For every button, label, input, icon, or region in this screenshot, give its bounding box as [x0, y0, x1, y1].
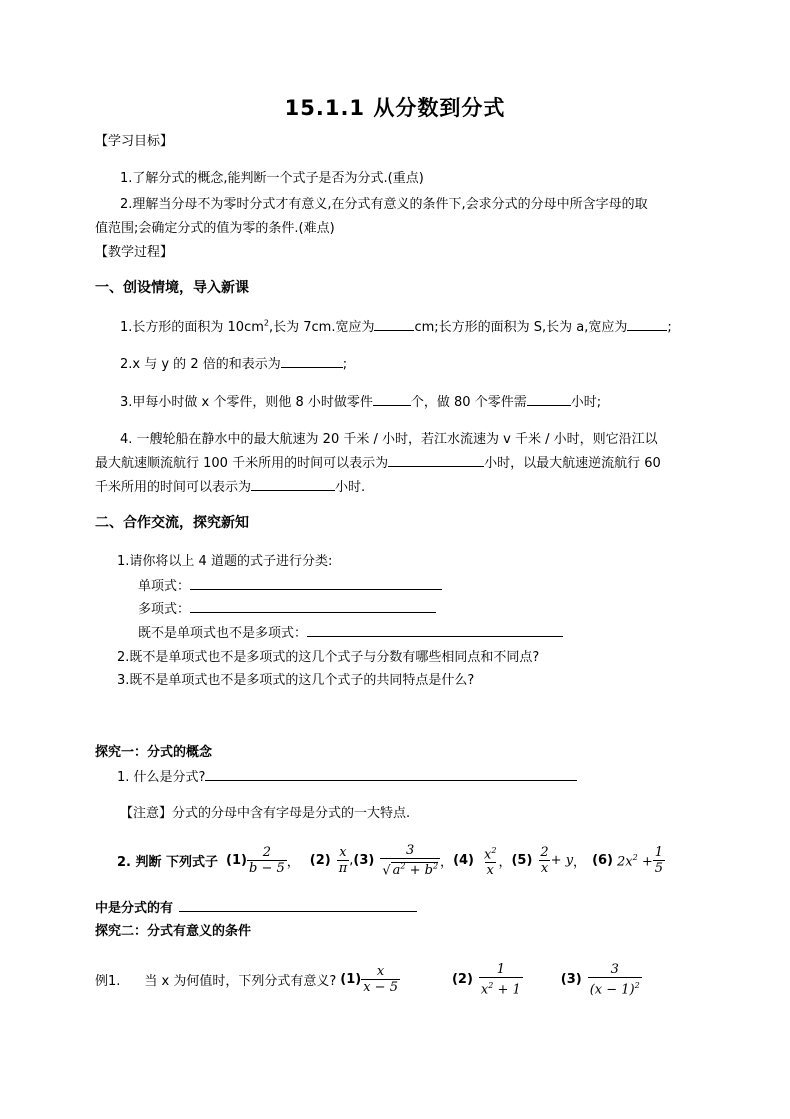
e2-fraction-1: $\frac{x}{x - 5}$: [363, 964, 398, 996]
s1-q2-text-a: 2.x 与 y 的 2 倍的和表示为: [120, 357, 281, 372]
section2-heading: 二、合作交流，探究新知: [95, 515, 249, 531]
s2-mono-label: 单项式：: [138, 579, 191, 594]
s1-q1-blank-2[interactable]: [627, 318, 667, 331]
goal-item-2-line1: 2.理解当分母不为零时分式才有意义,在分式有意义的条件下,会求分式的分母中所含字母的取: [120, 197, 648, 212]
e2-fraction-2: $\frac{1}{x^2 + 1}$: [480, 962, 521, 998]
e1-question-2: [117, 843, 665, 878]
s1-q4-blank-2[interactable]: [251, 478, 335, 491]
e1-q2-tail: 中是分式的有: [95, 901, 174, 916]
comma: ，: [440, 855, 454, 871]
s1-question-1: [120, 316, 672, 335]
s2-neither-label: 既不是单项式也不是多项式：: [138, 626, 308, 641]
s1-q3-blank-1[interactable]: [373, 393, 411, 406]
s1-q1-text-c: cm;长方形的面积为 S,长为 a,宽应为: [414, 320, 628, 335]
e2-fraction-3: $\frac{3}{(x - 1)^2}$: [589, 962, 640, 998]
e1-q2-f6-pre: $2x^2$ +: [617, 852, 653, 869]
process-heading: 【教学过程】: [95, 245, 174, 260]
e1-q2-lead: 2. 判断 下列式子: [117, 855, 219, 871]
e1-q2-f5-tail: + y: [550, 853, 574, 869]
s1-q4-text-d: 千米所用的时间可以表示为: [95, 480, 252, 495]
s2-question-2: 2.既不是单项式也不是多项式的这几个式子与分数有哪些相同点和不同点?: [117, 650, 540, 665]
s1-q3-text-a: 3.甲每小时做 x 个零件，则他 8 小时做零件: [120, 395, 373, 410]
s1-q3-text-b: 个，做 80 个零件需: [410, 395, 527, 410]
s1-q1-sup: 2: [263, 318, 269, 328]
e2-label-2: (2): [451, 972, 473, 988]
e2-label-1: (1): [340, 972, 362, 988]
s1-question-2: [120, 353, 347, 372]
s1-q3-blank-2[interactable]: [527, 393, 571, 406]
s2-neither-line: [138, 622, 563, 641]
s1-q1-text-a: 1.长方形的面积为 10cm: [120, 320, 264, 335]
e1-q2-label-3: (3): [353, 853, 375, 869]
e1-q2-label-5: (5): [511, 853, 533, 869]
e1-q2-label-1: (1): [226, 853, 247, 869]
section1-heading: 一、创设情境，导入新课: [95, 280, 249, 296]
e2-ex-text: 当 x 为何值时，下列分式有意义?: [144, 974, 337, 990]
s2-question-1: 1.请你将以上 4 道题的式子进行分类:: [117, 554, 333, 569]
s1-question-4-line3: [95, 476, 365, 495]
explore2-heading: 探究二：分式有意义的条件: [95, 924, 252, 939]
e1-q2-label-4: (4): [453, 853, 474, 869]
e1-note: 【注意】分式的分母中含有字母是分式的一大特点.: [120, 806, 411, 821]
e1-q2-label-6: (6): [592, 853, 613, 869]
s1-q4-text-b: 最大航速顺流航行 100 千米所用的时间可以表示为: [95, 456, 389, 471]
goal-item-1: 1.了解分式的概念,能判断一个式子是否为分式.(重点): [120, 171, 424, 186]
s2-poly-label: 多项式：: [138, 602, 191, 617]
s1-q1-blank-1[interactable]: [374, 318, 414, 331]
goal-item-2-line2: 值范围;会确定分式的值为零的条件.(难点): [95, 221, 335, 236]
s2-poly-line: [138, 598, 436, 617]
e1-q1-blank[interactable]: [205, 768, 577, 781]
s1-q1-text-d: ;: [667, 320, 672, 335]
e1-q2-fraction-3: $\frac{3}{√ a^2 + b^2}$: [382, 843, 439, 879]
s1-q4-text-c: 小时，以最大航速逆流航行 60: [484, 456, 661, 471]
e1-q2-fraction-5: $\frac{2}{x}$: [540, 845, 549, 877]
s1-question-4-line2: [95, 452, 661, 471]
comma: ，: [498, 855, 512, 871]
s1-q4-text-e: 小时.: [335, 480, 366, 495]
s2-neither-blank[interactable]: [307, 624, 563, 637]
s2-poly-blank[interactable]: [190, 600, 436, 613]
s2-question-3: 3.既不是单项式也不是多项式的这几个式子的共同特点是什么?: [117, 673, 475, 688]
s1-q1-text-b: ,长为 7cm.宽应为: [268, 320, 375, 335]
comma: ,: [349, 853, 354, 869]
e1-q1-text: 1. 什么是分式?: [117, 770, 206, 785]
s2-mono-line: [138, 575, 442, 594]
e2-label-3: (3): [560, 972, 582, 988]
explore1-heading: 探究一：分式的概念: [95, 745, 213, 760]
e1-q2-blank[interactable]: [179, 899, 417, 912]
e1-question-1: [117, 766, 577, 785]
goals-heading: 【学习目标】: [95, 134, 174, 149]
s1-q2-text-b: ;: [342, 357, 348, 372]
s2-mono-blank[interactable]: [190, 577, 442, 590]
s1-question-3: [120, 391, 601, 410]
s1-q4-blank-1[interactable]: [388, 454, 484, 467]
e1-q2-fraction-4: $\frac{x^2}{x}$: [484, 846, 497, 879]
e1-q2-label-2: (2): [309, 853, 331, 869]
comma: ，: [286, 855, 300, 871]
e2-ex-label: 例1.: [95, 974, 121, 990]
comma: ，: [573, 855, 587, 871]
s1-q3-text-c: 小时;: [570, 395, 602, 410]
page-title: 15.1.1 从分数到分式: [284, 96, 506, 120]
e1-q2-fraction-1: $\frac{2}{b - 5}$: [248, 845, 285, 877]
e1-q2-fraction-6: $\frac{1}{5}$: [654, 845, 664, 877]
e2-example-1: [95, 962, 642, 997]
s1-question-4-line1: 4. 一艘轮船在静水中的最大航速为 20 千米 / 小时，若江水流速为 v 千米 / 小时，则它沿江以: [120, 432, 658, 447]
s1-q2-blank[interactable]: [281, 355, 343, 368]
e1-q2-tail-line: [95, 897, 417, 916]
e1-q2-fraction-2: $\frac{x}{\pi}$: [338, 845, 348, 877]
